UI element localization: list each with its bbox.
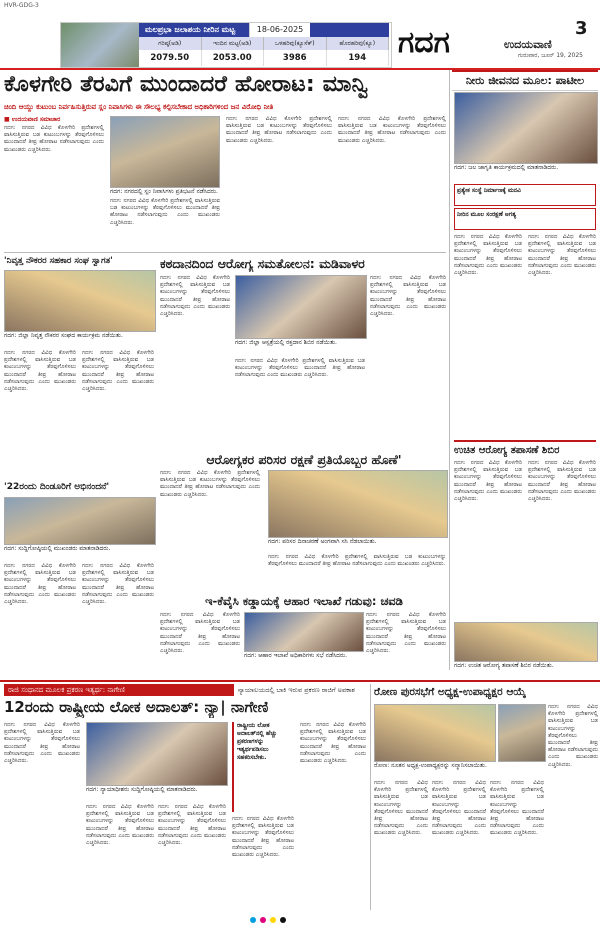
bottom-kicker-2: ನ್ಯಾಯಾಲಯದಲ್ಲಿ ಬಾಕಿ ಇರುವ ಪ್ರಕರಣ ರಾಜಿಗೆ ಅವಕಾಶ: [238, 686, 355, 694]
rona-text-col2: ಗದಗ: ನಗರದ ವಿವಿಧ ಕೊಳಗೇರಿ ಪ್ರದೇಶಗಳಲ್ಲಿ ವಾಸಿಸುತ್ತಿರುವ ಬಡ ಕುಟುಂಬಗಳನ್ನು ತೆರವುಗೊಳಿಸಲು ಮುಂದಾದರೆ ತೀವ್ರ ಹೋರಾಟ ನಡೆಸಲಾಗುವುದು ಎಂದು ಮುಖಂಡರು ಎಚ್ಚರಿಸಿದರು.: [432, 780, 486, 837]
ekyc-photo: [244, 612, 364, 652]
right-bullet-1: ಪ್ರತ್ಯೇಕ ಸಂಸ್ಥೆ ನಿರ್ಮಾಣಕ್ಕೆ ಮನವಿ: [454, 184, 596, 206]
camp-headline: ಉಚಿತ ಆರೋಗ್ಯ ತಪಾಸಣೆ ಶಿಬಿರ: [454, 440, 596, 457]
main-text-col4: ಗದಗ: ನಗರದ ವಿವಿಧ ಕೊಳಗೇರಿ ಪ್ರದೇಶಗಳಲ್ಲಿ ವಾಸಿಸುತ್ತಿರುವ ಬಡ ಕುಟುಂಬಗಳನ್ನು ತೆರವುಗೊಳಿಸಲು ಮುಂದಾದರೆ ತೀವ್ರ ಹೋರಾಟ ನಡೆಸಲಾಗುವುದು ಎಂದು ಮುಖಂಡರು ಎಚ್ಚರಿಸಿದರು.: [338, 116, 446, 144]
health-text-col2: ಗದಗ: ನಗರದ ವಿವಿಧ ಕೊಳಗೇರಿ ಪ್ರದೇಶಗಳಲ್ಲಿ ವಾಸಿಸುತ್ತಿರುವ ಬಡ ಕುಟುಂಬಗಳನ್ನು ತೆರವುಗೊಳಿಸಲು ಮುಂದಾದರೆ ತೀವ್ರ ಹೋರಾಟ ನಡೆಸಲಾಗುವುದು ಎಂದು ಮುಖಂಡರು ಎಚ್ಚರಿಸಿದರು.: [370, 275, 446, 318]
health-photo: [235, 275, 367, 339]
registration-marks: [0, 912, 600, 928]
bottom-text-col4: ಗದಗ: ನಗರದ ವಿವಿಧ ಕೊಳಗೇರಿ ಪ್ರದೇಶಗಳಲ್ಲಿ ವಾಸಿಸುತ್ತಿರುವ ಬಡ ಕುಟುಂಬಗಳನ್ನು ತೆರವುಗೊಳಿಸಲು ಮುಂದಾದರೆ ತೀವ್ರ ಹೋರಾಟ ನಡೆಸಲಾಗುವುದು ಎಂದು ಮುಖಂಡರು ಎಚ್ಚರಿಸಿದರು.: [232, 816, 294, 859]
dam-values: [139, 50, 389, 66]
bottom-text-col5: ಗದಗ: ನಗರದ ವಿವಿಧ ಕೊಳಗೇರಿ ಪ್ರದೇಶಗಳಲ್ಲಿ ವಾಸಿಸುತ್ತಿರುವ ಬಡ ಕುಟುಂಬಗಳನ್ನು ತೆರವುಗೊಳಿಸಲು ಮುಂದಾದರೆ ತೀವ್ರ ಹೋರಾಟ ನಡೆಸಲಾಗುವುದು ಎಂದು ಮುಖಂಡರು ಎಚ್ಚರಿಸಿದರು.: [300, 722, 366, 765]
bottom-quote: ರಾಷ್ಟ್ರೀಯ ಲೋಕ ಅದಾಲತ್‌ನಲ್ಲಿ ಹೆಚ್ಚು ಪ್ರಕರಣಗಳನ್ನು ಇತ್ಯರ್ಥಪಡಿಸಲು ಸಹಕರಿಸಬೇಕು.: [232, 722, 294, 812]
main-text-col2: ಗದಗ: ನಗರದ ವಿವಿಧ ಕೊಳಗೇರಿ ಪ್ರದೇಶಗಳಲ್ಲಿ ವಾಸಿಸುತ್ತಿರುವ ಬಡ ಕುಟುಂಬಗಳನ್ನು ತೆರವುಗೊಳಿಸಲು ಮುಂದಾದರೆ ತೀವ್ರ ಹೋರಾಟ ನಡೆಸಲಾಗುವುದು ಎಂದು ಮುಖಂಡರು ಎಚ್ಚರಿಸಿದರು.: [110, 198, 220, 226]
right-bullet-2: ನೀರಿನ ಮೂಲ ಸಂರಕ್ಷಣೆ ಅಗತ್ಯ: [454, 208, 596, 230]
right-caption: ಗದಗ: ಜಲ ಜಾಗೃತಿ ಕಾರ್ಯಕ್ರಮದಲ್ಲಿ ಮಾತನಾಡಿದರು.: [454, 164, 559, 171]
main-photo-caption: ಗದಗ: ನಗರದಲ್ಲಿ ಸ್ಲಂ ನಿವಾಸಿಗಳು ಪ್ರತಿಭಟನೆ ನಡೆಸಿದರು.: [110, 188, 218, 195]
dam-labels: [139, 37, 389, 50]
main-text-col3: ಗದಗ: ನಗರದ ವಿವಿಧ ಕೊಳಗೇರಿ ಪ್ರದೇಶಗಳಲ್ಲಿ ವಾಸಿಸುತ್ತಿರುವ ಬಡ ಕುಟುಂಬಗಳನ್ನು ತೆರವುಗೊಳಿಸಲು ಮುಂದಾದರೆ ತೀವ್ರ ಹೋರಾಟ ನಡೆಸಲಾಗುವುದು ಎಂದು ಮುಖಂಡರು ಎಚ್ಚರಿಸಿದರು.: [226, 116, 332, 144]
rona-text-col1: ಗದಗ: ನಗರದ ವಿವಿಧ ಕೊಳಗೇರಿ ಪ್ರದೇಶಗಳಲ್ಲಿ ವಾಸಿಸುತ್ತಿರುವ ಬಡ ಕುಟುಂಬಗಳನ್ನು ತೆರವುಗೊಳಿಸಲು ಮುಂದಾದರೆ ತೀವ್ರ ಹೋರಾಟ ನಡೆಸಲಾಗುವುದು ಎಂದು ಮುಖಂಡರು ಎಚ್ಚರಿಸಿದರು.: [374, 780, 428, 837]
story22-photo: [4, 497, 156, 545]
main-subhead: ಚಿಂದಿ ಆಯ್ದು ಕುಟುಂಬ ನಿರ್ವಹಿಸುತ್ತಿರುವ ಸ್ಲಂ ನಿವಾಸಿಗಳು ಈ ಸೌಲಭ್ಯ ಕಲ್ಪಿಸಬೇಕಾದ ಅಧಿಕಾರಿಗಳಿಂದ ಜನ ವಿರೋಧಿ ನೀತಿ: [4, 103, 274, 111]
main-photo: [110, 116, 220, 188]
rona-photo-2: [498, 704, 546, 762]
health-text-col1: ಗದಗ: ನಗರದ ವಿವಿಧ ಕೊಳಗೇರಿ ಪ್ರದೇಶಗಳಲ್ಲಿ ವಾಸಿಸುತ್ತಿರುವ ಬಡ ಕುಟುಂಬಗಳನ್ನು ತೆರವುಗೊಳಿಸಲು ಮುಂದಾದರೆ ತೀವ್ರ ಹೋರಾಟ ನಡೆಸಲಾಗುವುದು ಎಂದು ಮುಖಂಡರು ಎಚ್ಚರಿಸಿದರು.: [160, 275, 230, 318]
main-text-col1: ಗದಗ: ನಗರದ ವಿವಿಧ ಕೊಳಗೇರಿ ಪ್ರದೇಶಗಳಲ್ಲಿ ವಾಸಿಸುತ್ತಿರುವ ಬಡ ಕುಟುಂಬಗಳನ್ನು ತೆರವುಗೊಳಿಸಲು ಮುಂದಾದರೆ ತೀವ್ರ ಹೋರಾಟ ನಡೆಸಲಾಗುವುದು ಎಂದು ಮುಖಂಡರು ಎಚ್ಚರಿಸಿದರು.: [4, 125, 104, 153]
right-text-col1: ಗದಗ: ನಗರದ ವಿವಿಧ ಕೊಳಗೇರಿ ಪ್ರದೇಶಗಳಲ್ಲಿ ವಾಸಿಸುತ್ತಿರುವ ಬಡ ಕುಟುಂಬಗಳನ್ನು ತೆರವುಗೊಳಿಸಲು ಮುಂದಾದರೆ ತೀವ್ರ ಹೋರಾಟ ನಡೆಸಲಾಗುವುದು ಎಂದು ಮುಖಂಡರು ಎಚ್ಚರಿಸಿದರು.: [454, 234, 522, 277]
story22-text-col2: ಗದಗ: ನಗರದ ವಿವಿಧ ಕೊಳಗೇರಿ ಪ್ರದೇಶಗಳಲ್ಲಿ ವಾಸಿಸುತ್ತಿರುವ ಬಡ ಕುಟುಂಬಗಳನ್ನು ತೆರವುಗೊಳಿಸಲು ಮುಂದಾದರೆ ತೀವ್ರ ಹೋರಾಟ ನಡೆಸಲಾಗುವುದು ಎಂದು ಮುಖಂಡರು ಎಚ್ಚರಿಸಿದರು.: [82, 563, 154, 606]
bottom-caption: ಗದಗ: ನ್ಯಾಯಾಧೀಶರು ಸುದ್ದಿಗೋಷ್ಠಿಯಲ್ಲಿ ಮಾತನಾಡಿದರು.: [86, 786, 198, 793]
dam-label: ಗರಿಷ್ಠ(ಅಡಿ): [139, 37, 202, 50]
dam-value: 3986: [264, 50, 327, 66]
camp-caption: ಗದಗ: ಉಚಿತ ಆರೋಗ್ಯ ತಪಾಸಣೆ ಶಿಬಿರ ನಡೆಯಿತು.: [454, 662, 554, 669]
retired-text-col1: ಗದಗ: ನಗರದ ವಿವಿಧ ಕೊಳಗೇರಿ ಪ್ರದೇಶಗಳಲ್ಲಿ ವಾಸಿಸುತ್ತಿರುವ ಬಡ ಕುಟುಂಬಗಳನ್ನು ತೆರವುಗೊಳಿಸಲು ಮುಂದಾದರೆ ತೀವ್ರ ಹೋರಾಟ ನಡೆಸಲಾಗುವುದು ಎಂದು ಮುಖಂಡರು ಎಚ್ಚರಿಸಿದರು.: [4, 350, 76, 393]
right-photo: [454, 92, 598, 164]
rona-text-col3: ಗದಗ: ನಗರದ ವಿವಿಧ ಕೊಳಗೇರಿ ಪ್ರದೇಶಗಳಲ್ಲಿ ವಾಸಿಸುತ್ತಿರುವ ಬಡ ಕುಟುಂಬಗಳನ್ನು ತೆರವುಗೊಳಿಸಲು ಮುಂದಾದರೆ ತೀವ್ರ ಹೋರಾಟ ನಡೆಸಲಾಗುವುದು ಎಂದು ಮುಖಂಡರು ಎಚ್ಚರಿಸಿದರು.: [490, 780, 544, 837]
bottom-text-col2: ಗದಗ: ನಗರದ ವಿವಿಧ ಕೊಳಗೇರಿ ಪ್ರದೇಶಗಳಲ್ಲಿ ವಾಸಿಸುತ್ತಿರುವ ಬಡ ಕುಟುಂಬಗಳನ್ನು ತೆರವುಗೊಳಿಸಲು ಮುಂದಾದರೆ ತೀವ್ರ ಹೋರಾಟ ನಡೆಸಲಾಗುವುದು ಎಂದು ಮುಖಂಡರು ಎಚ್ಚರಿಸಿದರು.: [86, 804, 154, 847]
retired-headline: 'ನಿವೃತ್ತ ನೌಕರರ ಸಹಕಾರ ಸಂಘ ಸ್ವಾಗತ': [4, 256, 113, 266]
env-text-col2: ಗದಗ: ನಗರದ ವಿವಿಧ ಕೊಳಗೇರಿ ಪ್ರದೇಶಗಳಲ್ಲಿ ವಾಸಿಸುತ್ತಿರುವ ಬಡ ಕುಟುಂಬಗಳನ್ನು ತೆರವುಗೊಳಿಸಲು ಮುಂದಾದರೆ ತೀವ್ರ ಹೋರಾಟ ನಡೆಸಲಾಗುವುದು ಎಂದು ಮುಖಂಡರು ಎಚ್ಚರಿಸಿದರು.: [268, 554, 446, 568]
camp-photo: [454, 622, 598, 662]
page-number: 3: [575, 18, 588, 39]
story22-text-col1: ಗದಗ: ನಗರದ ವಿವಿಧ ಕೊಳಗೇರಿ ಪ್ರದೇಶಗಳಲ್ಲಿ ವಾಸಿಸುತ್ತಿರುವ ಬಡ ಕುಟುಂಬಗಳನ್ನು ತೆರವುಗೊಳಿಸಲು ಮುಂದಾದರೆ ತೀವ್ರ ಹೋರಾಟ ನಡೆಸಲಾಗುವುದು ಎಂದು ಮುಖಂಡರು ಎಚ್ಚರಿಸಿದರು.: [4, 563, 76, 606]
env-headline: ಆರೋಗ್ಯಕರ ಪರಿಸರ ರಕ್ಷಣೆ ಪ್ರತಿಯೊಬ್ಬರ ಹೊಣೆ': [206, 452, 402, 467]
divider: [4, 252, 446, 253]
rona-sidebar-text: ಗದಗ: ನಗರದ ವಿವಿಧ ಕೊಳಗೇರಿ ಪ್ರದೇಶಗಳಲ್ಲಿ ವಾಸಿಸುತ್ತಿರುವ ಬಡ ಕುಟುಂಬಗಳನ್ನು ತೆರವುಗೊಳಿಸಲು ಮುಂದಾದರೆ ತೀವ್ರ ಹೋರಾಟ ನಡೆಸಲಾಗುವುದು ಎಂದು ಮುಖಂಡರು ಎಚ್ಚರಿಸಿದರು.: [548, 704, 598, 768]
dam-label: ಇಂದಿನ ಮಟ್ಟ(ಅಡಿ): [202, 37, 265, 50]
brand-name: ಉದಯವಾಣಿ: [504, 38, 552, 51]
district-title: ಗದಗ: [398, 25, 450, 60]
rona-caption: ರೋಣ: ನೂತನ ಅಧ್ಯಕ್ಷ-ಉಪಾಧ್ಯಕ್ಷರನ್ನು ಸನ್ಮಾನಿಸಲಾಯಿತು.: [374, 762, 487, 769]
rona-headline: ರೋಣ ಪುರಸಭೆಗೆ ಅಧ್ಯಕ್ಷ-ಉಪಾಧ್ಯಕ್ಷರ ಆಯ್ಕೆ: [374, 686, 526, 698]
retired-text-col2: ಗದಗ: ನಗರದ ವಿವಿಧ ಕೊಳಗೇರಿ ಪ್ರದೇಶಗಳಲ್ಲಿ ವಾಸಿಸುತ್ತಿರುವ ಬಡ ಕುಟುಂಬಗಳನ್ನು ತೆರವುಗೊಳಿಸಲು ಮುಂದಾದರೆ ತೀವ್ರ ಹೋರಾಟ ನಡೆಸಲಾಗುವುದು ಎಂದು ಮುಖಂಡರು ಎಚ್ಚರಿಸಿದರು.: [82, 350, 154, 393]
env-photo: [268, 470, 448, 538]
right-text-col2: ಗದಗ: ನಗರದ ವಿವಿಧ ಕೊಳಗೇರಿ ಪ್ರದೇಶಗಳಲ್ಲಿ ವಾಸಿಸುತ್ತಿರುವ ಬಡ ಕುಟುಂಬಗಳನ್ನು ತೆರವುಗೊಳಿಸಲು ಮುಂದಾದರೆ ತೀವ್ರ ಹೋರಾಟ ನಡೆಸಲಾಗುವುದು ಎಂದು ಮುಖಂಡರು ಎಚ್ಚರಿಸಿದರು.: [528, 234, 596, 277]
ekyc-text-col2: ಗದಗ: ನಗರದ ವಿವಿಧ ಕೊಳಗೇರಿ ಪ್ರದೇಶಗಳಲ್ಲಿ ವಾಸಿಸುತ್ತಿರುವ ಬಡ ಕುಟುಂಬಗಳನ್ನು ತೆರವುಗೊಳಿಸಲು ಮುಂದಾದರೆ ತೀವ್ರ ಹೋರಾಟ ನಡೆಸಲಾಗುವುದು ಎಂದು ಮುಖಂಡರು ಎಚ್ಚರಿಸಿದರು.: [366, 612, 446, 655]
black-dot: [280, 917, 286, 923]
dam-photo: [61, 23, 139, 67]
camp-text-col2: ಗದಗ: ನಗರದ ವಿವಿಧ ಕೊಳಗೇರಿ ಪ್ರದೇಶಗಳಲ್ಲಿ ವಾಸಿಸುತ್ತಿರುವ ಬಡ ಕುಟುಂಬಗಳನ್ನು ತೆರವುಗೊಳಿಸಲು ಮುಂದಾದರೆ ತೀವ್ರ ಹೋರಾಟ ನಡೆಸಲಾಗುವುದು ಎಂದು ಮುಖಂಡರು ಎಚ್ಚರಿಸಿದರು.: [528, 460, 596, 503]
rona-photo-1: [374, 704, 496, 762]
story22-headline: '22ರಂದು ದಿಂಡೂರಿಗೆ ಅಭಿನಂದನೆ': [4, 482, 110, 492]
yellow-dot: [270, 917, 276, 923]
env-caption: ಗದಗ: ಪರಿಸರ ದಿನಾಚರಣೆ ಅಂಗವಾಗಿ ಸಸಿ ನೆಡಲಾಯಿತು.: [268, 538, 377, 545]
bottom-headline: 12ರಂದು ರಾಷ್ಟ್ರೀಯ ಲೋಕ ಅದಾಲತ್: ನ್ಯಾ| ನಾಗೇಣಿ: [4, 698, 269, 716]
main-byline: ■ ಉದಯವಾಣಿ ಸಮಾಚಾರ: [4, 116, 61, 123]
health-text-col3: ಗದಗ: ನಗರದ ವಿವಿಧ ಕೊಳಗೇರಿ ಪ್ರದೇಶಗಳಲ್ಲಿ ವಾಸಿಸುತ್ತಿರುವ ಬಡ ಕುಟುಂಬಗಳನ್ನು ತೆರವುಗೊಳಿಸಲು ಮುಂದಾದರೆ ತೀವ್ರ ಹೋರಾಟ ನಡೆಸಲಾಗುವುದು ಎಂದು ಮುಖಂಡರು ಎಚ್ಚರಿಸಿದರು.: [235, 358, 365, 379]
health-headline: ಕಠದಾನದಿಂದ ಆರೋಗ್ಯ ಸಮತೋಲನ: ಮಡಿವಾಳರ: [160, 256, 365, 271]
camp-text-col1: ಗದಗ: ನಗರದ ವಿವಿಧ ಕೊಳಗೇರಿ ಪ್ರದೇಶಗಳಲ್ಲಿ ವಾಸಿಸುತ್ತಿರುವ ಬಡ ಕುಟುಂಬಗಳನ್ನು ತೆರವುಗೊಳಿಸಲು ಮುಂದಾದರೆ ತೀವ್ರ ಹೋರಾಟ ನಡೆಸಲಾಗುವುದು ಎಂದು ಮುಖಂಡರು ಎಚ್ಚರಿಸಿದರು.: [454, 460, 522, 503]
retired-photo: [4, 270, 156, 332]
bottom-text-col1: ಗದಗ: ನಗರದ ವಿವಿಧ ಕೊಳಗೇರಿ ಪ್ರದೇಶಗಳಲ್ಲಿ ವಾಸಿಸುತ್ತಿರುವ ಬಡ ಕುಟುಂಬಗಳನ್ನು ತೆರವುಗೊಳಿಸಲು ಮುಂದಾದರೆ ತೀವ್ರ ಹೋರಾಟ ನಡೆಸಲಾಗುವುದು ಎಂದು ಮುಖಂಡರು ಎಚ್ಚರಿಸಿದರು.: [4, 722, 80, 765]
story22-caption: ಗದಗ: ಸುದ್ದಿಗೋಷ್ಠಿಯಲ್ಲಿ ಮುಖಂಡರು ಮಾತನಾಡಿದರು.: [4, 545, 111, 552]
health-caption: ಗದಗ: ಜಿಲ್ಲಾ ಆಸ್ಪತ್ರೆಯಲ್ಲಿ ರಕ್ತದಾನ ಶಿಬಿರ ನಡೆಯಿತು.: [235, 339, 337, 346]
column-divider: [449, 70, 450, 670]
ekyc-headline: ಇ-ಕೆವೈಸಿ ಕಡ್ಡಾಯಕ್ಕೆ ಆಹಾರ ಇಲಾಖೆ ಗಡುವು: ಚವಡಿ: [205, 594, 403, 608]
env-text-col1: ಗದಗ: ನಗರದ ವಿವಿಧ ಕೊಳಗೇರಿ ಪ್ರದೇಶಗಳಲ್ಲಿ ವಾಸಿಸುತ್ತಿರುವ ಬಡ ಕುಟುಂಬಗಳನ್ನು ತೆರವುಗೊಳಿಸಲು ಮುಂದಾದರೆ ತೀವ್ರ ಹೋರಾಟ ನಡೆಸಲಾಗುವುದು ಎಂದು ಮುಖಂಡರು ಎಚ್ಚರಿಸಿದರು.: [160, 470, 260, 498]
bottom-rule: [0, 680, 600, 682]
bottom-divider: [370, 684, 371, 910]
bottom-photo: [86, 722, 228, 786]
retired-caption: ಗದಗ: ಜಿಲ್ಲಾ ನಿವೃತ್ತ ನೌಕರರ ಸಂಘದ ಕಾರ್ಯಕ್ರಮ ನಡೆಯಿತು.: [4, 332, 123, 339]
right-headline: ನೀರು ಜೀವನದ ಮೂಲ: ಪಾಟೀಲ: [452, 70, 598, 91]
ekyc-text-col1: ಗದಗ: ನಗರದ ವಿವಿಧ ಕೊಳಗೇರಿ ಪ್ರದೇಶಗಳಲ್ಲಿ ವಾಸಿಸುತ್ತಿರುವ ಬಡ ಕುಟುಂಬಗಳನ್ನು ತೆರವುಗೊಳಿಸಲು ಮುಂದಾದರೆ ತೀವ್ರ ಹೋರಾಟ ನಡೆಸಲಾಗುವುದು ಎಂದು ಮುಖಂಡರು ಎಚ್ಚರಿಸಿದರು.: [160, 612, 240, 655]
dam-title: ಮಲಪ್ರಭಾ ಜಲಾಶಯ ನೀರಿನ ಮಟ್ಟ: [139, 23, 389, 37]
main-headline: ಕೊಳಗೇರಿ ತೆರವಿಗೆ ಮುಂದಾದರೆ ಹೋರಾಟ: ಮಾನ್ವಿ: [4, 72, 368, 97]
magenta-dot: [260, 917, 266, 923]
page-code: HVR-GDG-3: [4, 2, 39, 9]
dam-date: 18-06-2025: [249, 23, 310, 37]
bottom-text-col3: ಗದಗ: ನಗರದ ವಿವಿಧ ಕೊಳಗೇರಿ ಪ್ರದೇಶಗಳಲ್ಲಿ ವಾಸಿಸುತ್ತಿರುವ ಬಡ ಕುಟುಂಬಗಳನ್ನು ತೆರವುಗೊಳಿಸಲು ಮುಂದಾದರೆ ತೀವ್ರ ಹೋರಾಟ ನಡೆಸಲಾಗುವುದು ಎಂದು ಮುಖಂಡರು ಎಚ್ಚರಿಸಿದರು.: [158, 804, 226, 847]
dam-value: 2079.50: [139, 50, 202, 66]
dam-value: 2053.00: [202, 50, 265, 66]
date-line: ಗುರುವಾರ, ಜೂನ್ 19, 2025: [518, 52, 583, 59]
ekyc-caption: ಗದಗ: ಆಹಾರ ಇಲಾಖೆ ಅಧಿಕಾರಿಗಳು ಸಭೆ ನಡೆಸಿದರು.: [244, 652, 348, 659]
cyan-dot: [250, 917, 256, 923]
dam-value: 194: [327, 50, 390, 66]
dam-label: ಹೊರಹರಿವು(ಕ್ಯೂ): [327, 37, 390, 50]
bottom-kicker: ರಾಜಿ ಸಂಧಾನದ ಮೂಲಕ ಪ್ರಕರಣ ಇತ್ಯರ್ಥ: ನಾಗೇಣಿ: [4, 684, 234, 696]
dam-label: ಒಳಹರಿವು(ಕ್ಯೂಸೆಕ್): [264, 37, 327, 50]
dam-level-box: [60, 22, 392, 68]
